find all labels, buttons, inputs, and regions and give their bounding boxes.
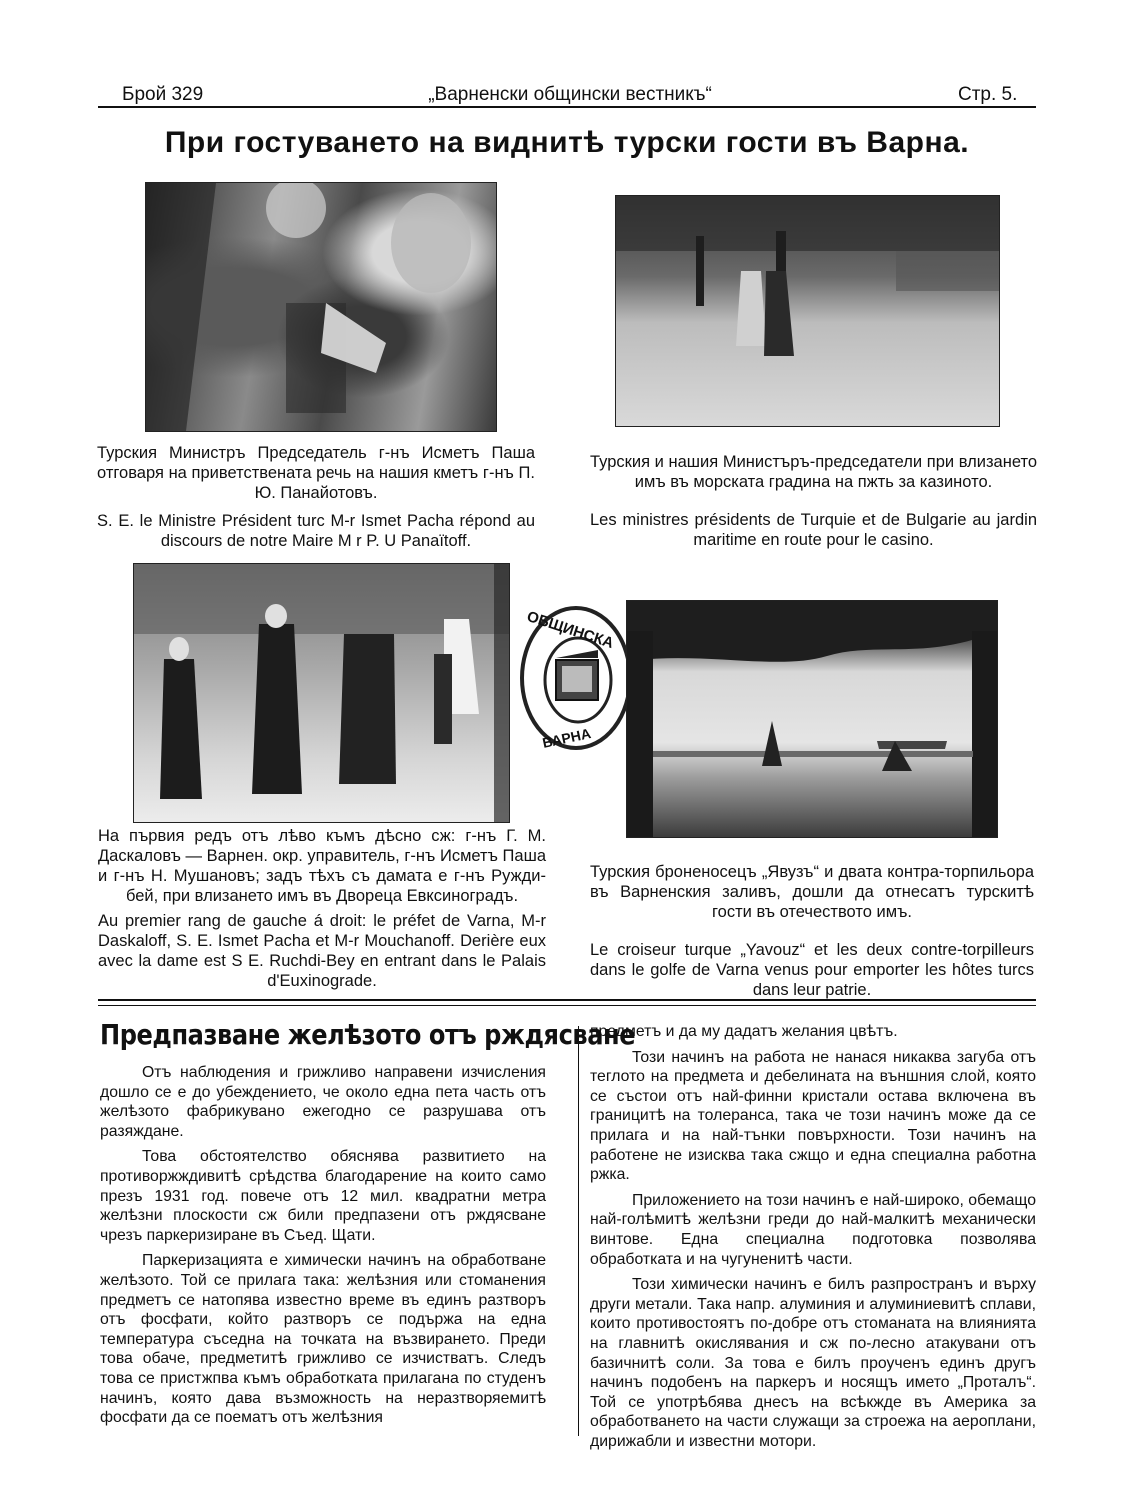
- caption-bulgarian: Турския Министръ Председатель г-нъ Исметъ Паша отговаря на приветствената речь на нашия кметъ г-нъ П. Ю. Панайотовъ.: [97, 444, 535, 502]
- page-title: При гостуването на виднитѣ турски гости въ Варна.: [164, 126, 970, 159]
- caption-photo-2: [590, 452, 1037, 550]
- photo-euxinograd-procession: [133, 563, 510, 823]
- column-divider: [578, 1026, 579, 1436]
- photo-battleship-yavuz: [626, 600, 998, 838]
- caption-bulgarian: Турския броненосецъ „Явузъ“ и двата контра-торпильора въ Варненския заливъ, дошли да отнесатъ турскитѣ гости въ отечеството имъ.: [590, 863, 1034, 921]
- article-paragraph: Този химически начинъ е билъ разпространъ и върху други метали. Така напр. алуминия и алуминиевитѣ сплави, които противостоятъ по-добре отъ стоманата на влиянията на главнитѣ окислявания и сж по-лесно атакувани отъ базичнитѣ соли. За това е билъ проученъ единъ другъ начинъ подобенъ на паркеръ и носящъ името „Проталъ“. Той се употрѣбява днесъ на всѣкжде въ Америка за обработването на части служащи за строежа на аероплани, дирижабли и известни мотори.: [590, 1276, 1036, 1450]
- article-paragraph: Това обстоятелство обяснява развитието на противоржждивитѣ срѣдства благодарение на които само презъ 1931 год. повече отъ 12 мил. квадратни метра желѣзни плоскости сж били предпазени отъ рждясване чрезъ паркеризиране въ Съед. Щати.: [100, 1148, 546, 1244]
- caption-bulgarian: Турския и нашия Министъръ-председатели при влизането имъ въ морската градина на пжть за казиното.: [590, 453, 1037, 491]
- article-paragraph: Този начинъ на работа не нанася никаква загуба отъ теглото на предмета и дебелината на външния слой, която се състои отъ най-финни кристали остава включена въ границитѣ на толеранса, така че този начинъ може да се прилага и на най-тънки повърхности. Този начинъ на работене не изисква така сжщо и една специална работна ржка.: [590, 1048, 1036, 1184]
- caption-photo-3: [98, 826, 546, 991]
- section-divider: [98, 999, 1036, 1006]
- photo-figures: [134, 564, 509, 822]
- article-paragraph: Отъ наблюдения и грижливо направени изчисления дошло се е до убеждението, че около една пета часть отъ желѣзото фабрикувано ежегодно се разрушава отъ разяждане.: [100, 1064, 546, 1140]
- article-column-right: [590, 1022, 1036, 1457]
- photo-sea-garden: [615, 195, 1000, 427]
- article-title: Предпазване желѣзото отъ рждясване: [100, 1018, 636, 1051]
- page-number: Стр. 5.: [958, 84, 1018, 105]
- caption-french: S. E. le Ministre Président turc M-r Ismet Pacha répond au discours de notre Maire M r P. U Panaïtoff.: [97, 512, 535, 550]
- article-column-left: [100, 1063, 546, 1434]
- caption-french: Au premier rang de gauche á droit: le préfet de Varna, M-r Daskaloff, S. E. Ismet Pacha et M-r Mouchanoff. Derière eux avec la dame est S E. Ruchdi-Bey en entrant dans le Palais d'Euxinograde.: [98, 912, 546, 990]
- article-paragraph: Паркеризацията е химически начинъ на обработване желѣзото. Той се прилага така: желѣзния или стоманения предметъ се натопява известно време въ единъ разтворъ отъ фосфати, който разтворъ се подържа на една температура съседна на точката на възвирането. Преди това обаче, предметитѣ грижливо се изчистватъ. Следъ това се пристжпва къмъ обработката прилагана по студенъ начинъ, която дава възможность на неразтворяемитѣ фосфати да се поематъ отъ желѣзния: [100, 1252, 546, 1427]
- issue-number: Брой 329: [122, 84, 204, 105]
- photo-figures: [616, 196, 999, 426]
- article-paragraph: Приложението на този начинъ е най-широко, обемащо най-голѣмитѣ желѣзни греди до най-малкитѣ механически винтове. Една специална подготовка позволява обработката и на чугуненитѣ части.: [590, 1191, 1036, 1268]
- seal-bottom-text: ВАРНА: [540, 725, 593, 751]
- caption-photo-4: [590, 862, 1034, 1000]
- caption-french: Le croiseur turque „Yavouz“ et les deux contre-torpilleurs dans le golfe de Varna venus pour emporter les hôtes turcs dans leur patrie.: [590, 941, 1034, 999]
- municipal-seal: [512, 588, 632, 758]
- photo-ismet-pasha-speech: [145, 182, 497, 432]
- article-paragraph: предметъ и да му дадатъ желания цвѣтъ.: [590, 1023, 898, 1040]
- caption-photo-1: [97, 443, 535, 551]
- caption-french: Les ministres présidents de Turquie et de Bulgarie au jardin maritime en route pour le casino.: [590, 511, 1037, 549]
- photo-figures: [627, 601, 997, 837]
- newspaper-name: „Варненски общински вестникъ“: [428, 84, 712, 105]
- caption-bulgarian: На първия редъ отъ лѣво къмъ дѣсно сж: г-нъ Г. М. Даскаловъ — Варнен. окр. управитель, г-нъ Исметъ Паша и г-нъ Н. Мушановъ; задъ тѣхъ съ дамата е г-нъ Ружди-бей, при влизането имъ въ Двореца Евксиноградъ.: [98, 827, 546, 905]
- photo-figures: [146, 183, 496, 431]
- header-rule: [98, 106, 1036, 108]
- seal-top-text: ОБЩИНСКА: [524, 608, 616, 653]
